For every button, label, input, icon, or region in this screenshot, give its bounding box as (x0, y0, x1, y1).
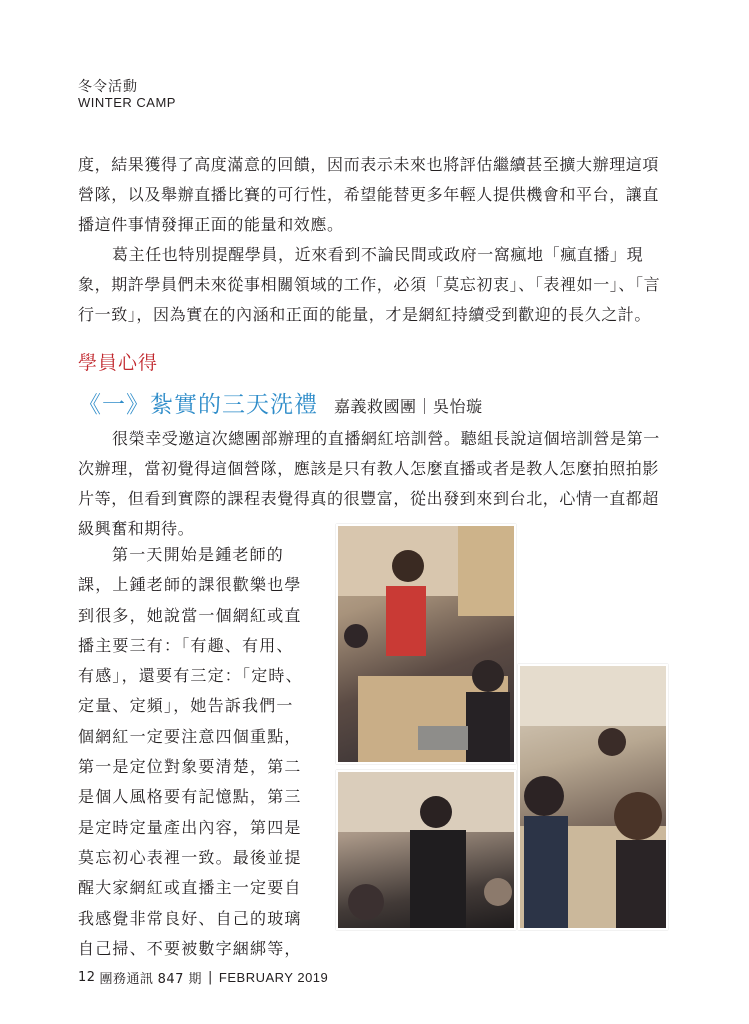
header-title-cn: 冬令活動 (78, 79, 138, 95)
intro-paragraph: 葛主任也特別提醒學員，近來看到不論民間或政府一窩瘋地「瘋直播」現象，期許學員們未來從事相關領域的工作，必須「莫忘初衷」、「表裡如一」、「言行一致」，因為實在的內涵和正面的能量，才是網紅持續受到歡迎的長久之計。 (78, 245, 661, 324)
publication-name: 團務通訊 (99, 972, 154, 987)
photo-selfie-scene (520, 666, 666, 928)
photo-classroom (336, 524, 516, 764)
intro-paragraph: 度，結果獲得了高度滿意的回饋，因而表示未來也將評估繼續甚至擴大辦理這項營隊，以及舉辦直播比賽的可行性，希望能替更多年輕人提供機會和平台，讓直播這件事情發揮正面的能量和效應。 (78, 155, 660, 234)
article-heading (78, 386, 483, 420)
intro-text (78, 150, 674, 330)
section-title: 學員心得 (78, 352, 159, 374)
article-paragraph-column: 第一天開始是鍾老師的課，上鍾老師的課很歡樂也學到很多，她說當一個網紅或直播主要三有：「有趣、有用、有感」，還要有三定：「定時、定量、定頻」，她告訴我們一個網紅一定要注意四個重點，第一是定位對象要清楚，第二是個人風格要有記憶點，第三是定時定量產出內容，第四是莫忘初心表裡一致。最後並提醒大家網紅或直播主一定要自我感覺非常良好、自己的玻璃自己掃、不要被數字綑綁等， (78, 545, 303, 958)
issue-month: FEBRUARY 2019 (218, 970, 329, 985)
photo-selfie (518, 664, 668, 930)
issue-number: 847 期 (157, 972, 203, 987)
footer-separator: | (208, 970, 213, 985)
page-footer (78, 968, 328, 987)
article-paragraph: 很榮幸受邀這次總團部辦理的直播網紅培訓營。聽組長說這個培訓營是第一次辦理，當初覺得這個營隊，應該是只有教人怎麼直播或者是教人怎麼拍照拍影片等，但看到實際的課程表覺得真的很豐富，從出發到來到台北，心情一直都超級興奮和期待。 (78, 429, 660, 538)
article-author: 嘉義救國團｜吳怡璇 (334, 397, 483, 416)
photo-speaker-scene (338, 772, 514, 928)
page-number: 12 (78, 970, 96, 985)
header-title-en: WINTER CAMP (78, 95, 176, 110)
article-title: 《一》紮實的三天洗禮 (78, 392, 318, 418)
photo-classroom-scene (338, 526, 514, 762)
photo-speaker (336, 770, 516, 930)
